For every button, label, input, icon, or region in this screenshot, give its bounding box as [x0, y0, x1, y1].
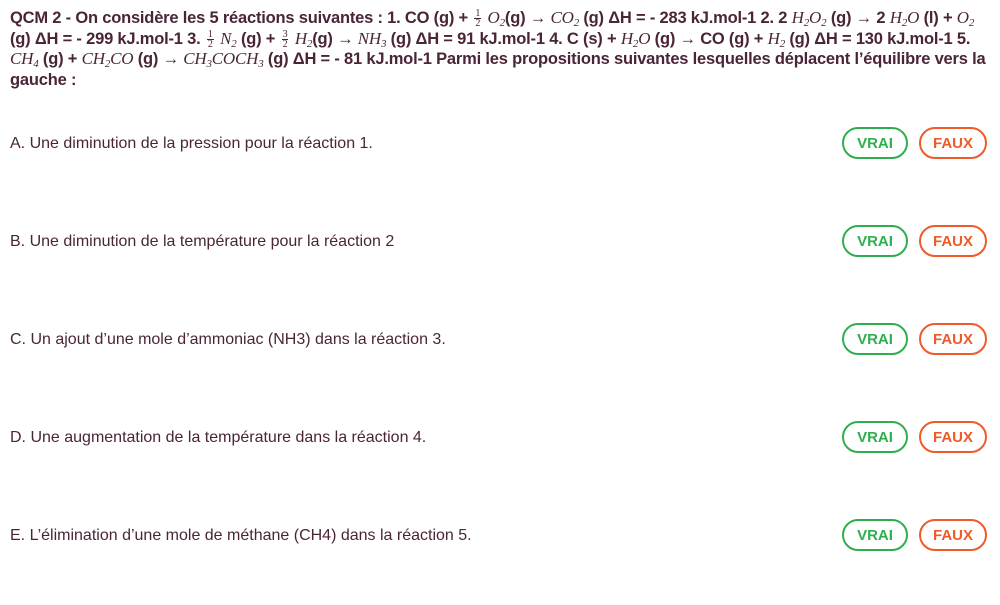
question-prefix: QCM 2 - On considère les 5 réactions suivantes :	[10, 9, 388, 27]
reaction-2-text: (g) ΔH = - 299 kJ.mol-1	[10, 29, 188, 48]
formula: $CH_4$	[10, 49, 39, 70]
option-label: A. Une diminution de la pression pour la réaction 1.	[10, 135, 373, 152]
formula: $H_2$	[294, 28, 313, 50]
reaction-5-text: (g) →	[133, 50, 184, 68]
reaction-2-text: 2. 2	[760, 9, 792, 27]
reaction-3-text: (g) ΔH = 91 kJ.mol-1	[386, 29, 550, 48]
fraction	[474, 9, 481, 28]
option-a	[10, 127, 990, 163]
option-b	[10, 225, 990, 261]
formula: $CH_3COCH_3$	[183, 49, 264, 70]
formula: $H_2O_2$	[791, 8, 827, 29]
vrai-button[interactable]: VRAI	[842, 225, 908, 257]
faux-button[interactable]: FAUX	[919, 519, 987, 551]
option-label: C. Un ajout d’une mole d’ammoniac (NH3) dans la réaction 3.	[10, 331, 446, 348]
fraction-den: 2	[475, 18, 481, 30]
vrai-button[interactable]: VRAI	[842, 127, 908, 159]
faux-button[interactable]: FAUX	[919, 225, 987, 257]
vrai-button[interactable]: VRAI	[842, 421, 908, 453]
reaction-4-text: 4. C (s) +	[549, 29, 621, 48]
reaction-3-text: (g) →	[312, 29, 358, 48]
formula: $H_2O$	[889, 8, 920, 29]
vrai-button[interactable]: VRAI	[842, 519, 908, 551]
faux-button[interactable]: FAUX	[919, 323, 987, 355]
reaction-3-text: (g) +	[236, 29, 280, 48]
formula: $O_2$	[956, 8, 975, 29]
fraction: $\frac{1}{2}$	[207, 28, 213, 50]
faux-button[interactable]: FAUX	[919, 421, 987, 453]
option-label: D. Une augmentation de la température dans la réaction 4.	[10, 429, 427, 446]
option-label: E. L’élimination d’une mole de méthane (CH4) dans la réaction 5.	[10, 527, 472, 544]
vrai-button[interactable]: VRAI	[842, 323, 908, 355]
reaction-1-text: 1. CO (g) +	[387, 9, 473, 27]
option-d	[10, 421, 990, 457]
formula: $CH_2CO$	[81, 49, 134, 70]
reaction-5-text: (g) ΔH = - 81 kJ.mol-1	[263, 50, 437, 68]
formula: $N_2$	[220, 28, 237, 50]
formula: $CO_2$	[550, 8, 579, 29]
reaction-1-text: (g) →	[504, 9, 551, 27]
reaction-1-text: (g) ΔH = - 283 kJ.mol-1	[579, 9, 761, 27]
formula: $H_2O$	[620, 28, 651, 50]
formula: $H_2$	[767, 28, 785, 50]
fraction: $\frac{3}{2}$	[282, 28, 288, 50]
reaction-3-text: 3.	[187, 29, 205, 48]
reaction-2-text: (g) → 2	[826, 9, 890, 27]
reaction-4-text: (g) ΔH = 130 kJ.mol-1	[785, 29, 957, 48]
question-statement	[10, 8, 990, 90]
option-e	[10, 519, 990, 555]
faux-button[interactable]: FAUX	[919, 127, 987, 159]
fraction-num: 1	[475, 8, 481, 20]
formula: $NH_3$	[357, 28, 387, 50]
reaction-2-text: (l) +	[919, 9, 957, 27]
option-c	[10, 323, 990, 359]
question-suffix: Parmi les propositions suivantes lesquelles déplacent l’équilibre vers la gauche :	[10, 50, 986, 89]
option-label: B. Une diminution de la température pour la réaction 2	[10, 233, 395, 250]
reaction-4-text: (g) → CO (g) +	[650, 29, 768, 48]
reaction-5-text: 5.	[956, 29, 971, 48]
formula: $O_2$	[487, 8, 505, 29]
reaction-5-text: (g) +	[38, 50, 82, 68]
